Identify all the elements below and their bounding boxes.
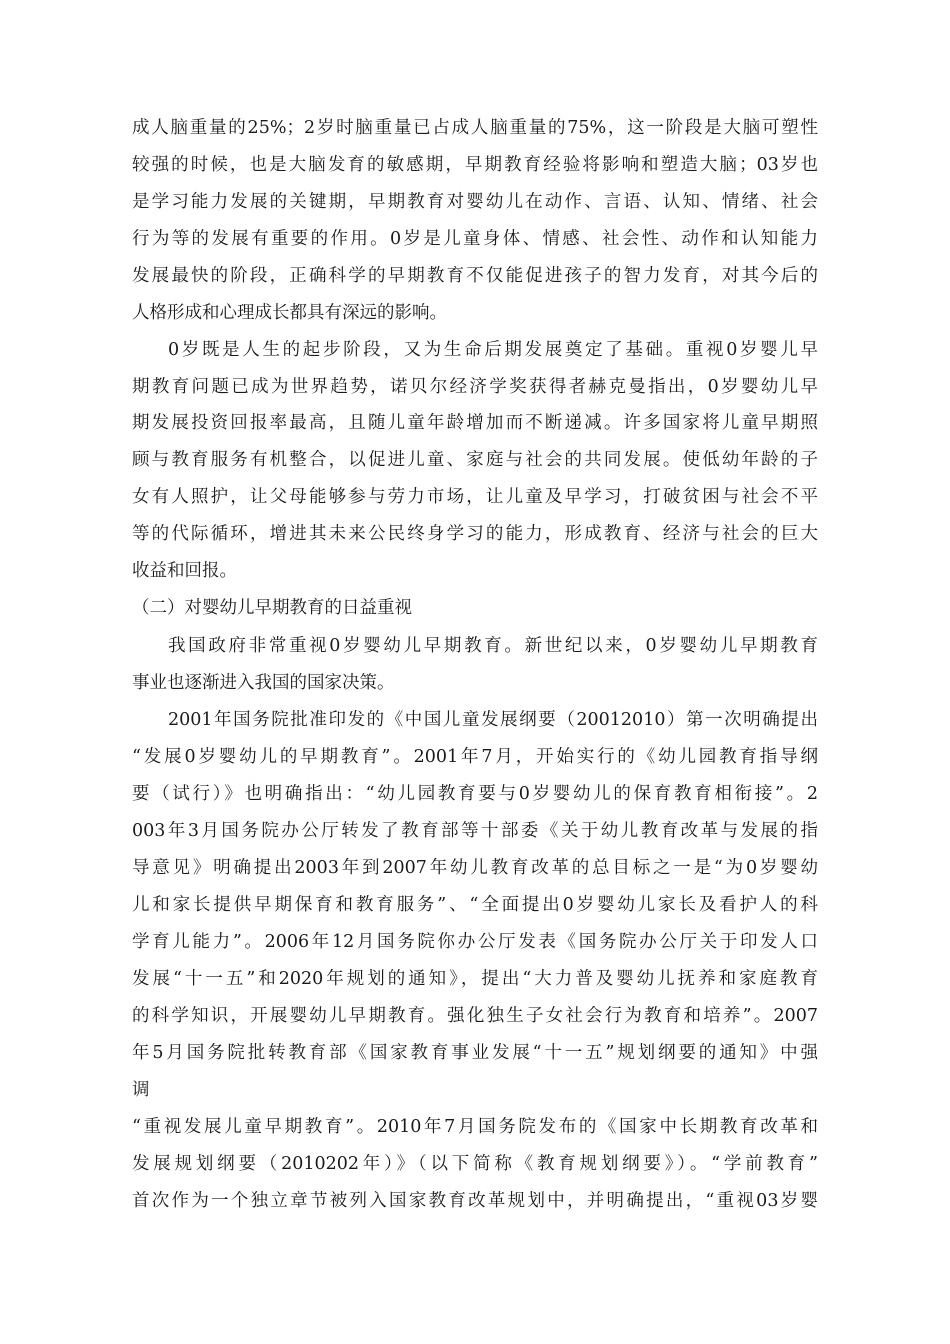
text-line: 首次作为一个独立章节被列入国家教育改革规划中，并明确提出，“重视03岁婴	[132, 1191, 818, 1211]
text-line: “发展0岁婴幼儿的早期教育”。2001年7月，开始实行的《幼儿园教育指导纲	[132, 747, 818, 767]
text-line: 期教育问题已成为世界趋势，诺贝尔经济学奖获得者赫克曼指出，0岁婴幼儿早	[132, 377, 818, 397]
text-line: 是学习能力发展的关键期，早期教育对婴幼儿在动作、言语、认知、情绪、社会	[132, 192, 818, 212]
text-line: 行为等的发展有重要的作用。0岁是儿童身体、情感、社会性、动作和认知能力	[132, 229, 818, 249]
text-line: 发展规划纲要（2010202年）》（以下简称《教育规划纲要》）。“学前教育”	[132, 1154, 818, 1174]
text-line: 2001年国务院批准印发的《中国儿童发展纲要（20012010）第一次明确提出	[168, 710, 818, 730]
text-line: 较强的时候，也是大脑发育的敏感期，早期教育经验将影响和塑造大脑；03岁也	[132, 155, 818, 175]
text-line: 事业也逐渐进入我国的国家决策。	[132, 673, 395, 693]
text-line: 期发展投资回报率最高，且随儿童年龄增加而不断递减。许多国家将儿童早期照	[132, 413, 818, 433]
text-line: 发展“十一五”和2020年规划的通知》，提出“大力普及婴幼儿抚养和家庭教育	[132, 969, 818, 989]
text-line: 003年3月国务院办公厅转发了教育部等十部委《关于幼儿教育改革与发展的指	[132, 821, 818, 841]
text-line: 女有人照护，让父母能够参与劳力市场，让儿童及早学习，打破贫困与社会不平	[132, 487, 818, 507]
text-line: 导意见》明确提出2003年到2007年幼儿教育改革的总目标之一是“为0岁婴幼	[132, 858, 818, 878]
text-line: 我国政府非常重视0岁婴幼儿早期教育。新世纪以来，0岁婴幼儿早期教育	[168, 636, 818, 656]
text-line: 0岁既是人生的起步阶段，又为生命后期发展奠定了基础。重视0岁婴儿早	[168, 340, 818, 360]
text-line: （二）对婴幼儿早期教育的日益重视	[132, 598, 412, 618]
text-line: 要（试行）》也明确指出：“幼儿园教育要与0岁婴幼儿的保育教育相衔接”。2	[132, 784, 818, 804]
text-line: 年5月国务院批转教育部《国家教育事业发展“十一五”规划纲要的通知》中强	[132, 1043, 818, 1063]
text-line: 调	[132, 1080, 150, 1100]
text-line: 儿和家长提供早期保育和教育服务”、“全面提出0岁婴幼儿家长及看护人的科	[132, 895, 818, 915]
text-line: 等的代际循环，增进其未来公民终身学习的能力，形成教育、经济与社会的巨大	[132, 524, 818, 544]
text-line: 学育儿能力”。2006年12月国务院你办公厅发表《国务院办公厅关于印发人口	[132, 932, 818, 952]
text-line: 的科学知识，开展婴幼儿早期教育。强化独生子女社会行为教育和培养”。2007	[132, 1006, 818, 1026]
text-line: 成人脑重量的25%；2岁时脑重量已占成人脑重量的75%，这一阶段是大脑可塑性	[132, 118, 818, 138]
text-line: 顾与教育服务有机整合，以促进儿童、家庭与社会的共同发展。使低幼年龄的子	[132, 450, 818, 470]
text-line: 收益和回报。	[132, 561, 237, 581]
text-line: 发展最快的阶段，正确科学的早期教育不仅能促进孩子的智力发育，对其今后的	[132, 266, 818, 286]
text-line: “重视发展儿童早期教育”。2010年7月国务院发布的《国家中长期教育改革和	[132, 1117, 818, 1137]
text-line: 人格形成和心理成长都具有深远的影响。	[132, 303, 447, 323]
